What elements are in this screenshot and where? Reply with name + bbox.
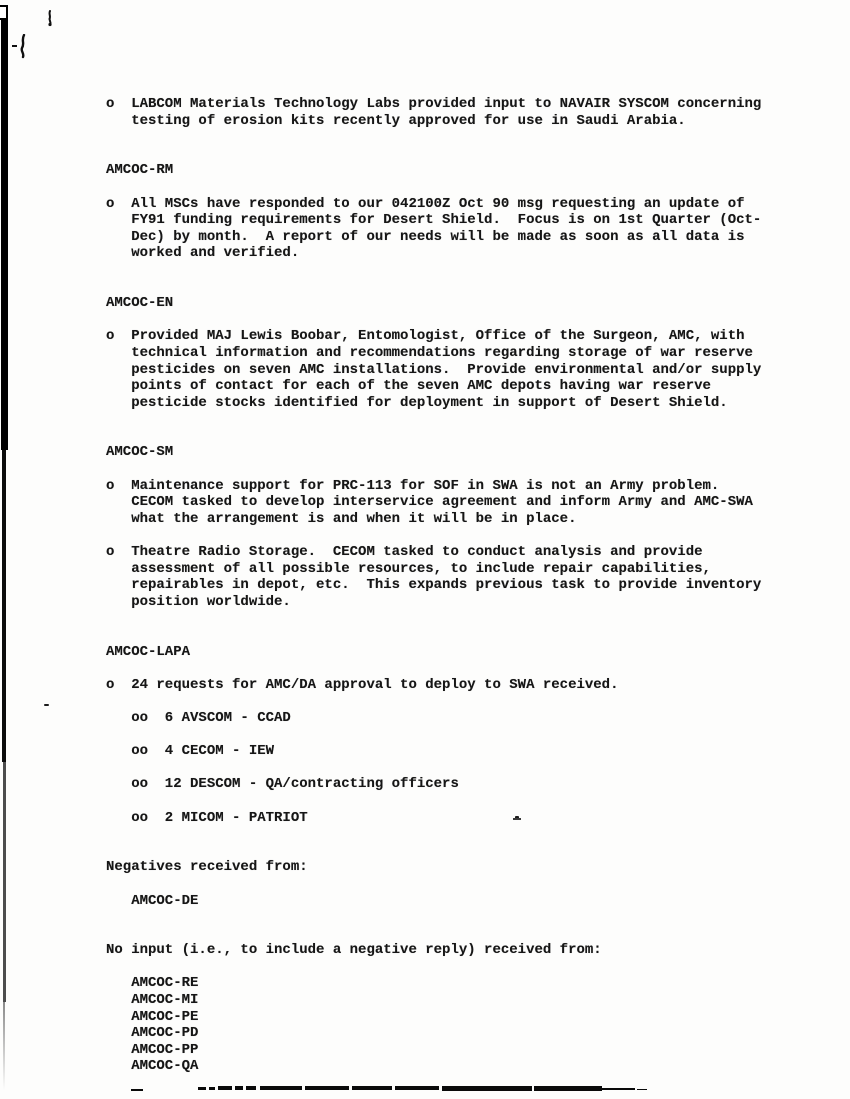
typed-line: o All MSCs have responded to our 042100Z Oct 90 msg requesting an update of <box>106 195 745 212</box>
typed-line: o Provided MAJ Lewis Boobar, Entomologist, Office of the Surgeon, AMC, with <box>106 328 745 345</box>
bottom-scan-line-segment <box>209 1087 215 1090</box>
typed-line: AMCOC-PE <box>106 1008 199 1025</box>
typed-line: Dec) by month. A report of our needs will be made as soon as all data is <box>106 228 745 245</box>
typed-line: assessment of all possible resources, to include repair capabilities, <box>106 560 711 577</box>
blank-line <box>106 959 761 976</box>
blank-line <box>106 262 761 279</box>
bottom-scan-line-segment <box>637 1089 647 1090</box>
typed-line: AMCOC-SM <box>106 444 174 461</box>
typed-line: No input (i.e., to include a negative reply) received from: <box>106 942 602 959</box>
bottom-scan-line-segment <box>352 1086 392 1090</box>
bottom-scan-line-segment <box>131 1089 143 1091</box>
blank-line <box>106 926 761 943</box>
typed-line: what the arrangement is and when it will be in place. <box>106 510 577 527</box>
scan-edge-bar <box>3 1002 5 1090</box>
typed-line: AMCOC-RM <box>106 162 174 179</box>
blank-line <box>106 610 761 627</box>
bottom-scan-line-segment <box>218 1086 232 1090</box>
typed-line: CECOM tasked to develop interservice agreement and inform Army and AMC-SWA <box>106 494 753 511</box>
blank-line <box>106 312 761 329</box>
typed-line: AMCOC-DE <box>106 892 199 909</box>
typed-line: FY91 funding requirements for Desert Shield. Focus is on 1st Quarter (Oct- <box>106 212 762 229</box>
blank-line <box>106 909 761 926</box>
bottom-scan-line-segment <box>395 1086 439 1090</box>
blank-line <box>106 411 761 428</box>
typed-line: Negatives received from: <box>106 859 308 876</box>
blank-line <box>106 660 761 677</box>
typed-line: o LABCOM Materials Technology Labs provided input to NAVAIR SYSCOM concerning <box>106 96 762 112</box>
typed-line: o Theatre Radio Storage. CECOM tasked to conduct analysis and provide <box>106 544 703 561</box>
blank-line <box>106 527 761 544</box>
typed-line: AMCOC-RE <box>106 975 199 992</box>
typed-line: pesticide stocks identified for deployment in support of Desert Shield. <box>106 394 728 411</box>
typed-line: o Maintenance support for PRC-113 for SOF in SWA is not an Army problem. <box>106 477 720 494</box>
bottom-scan-line-segment <box>602 1088 635 1090</box>
blank-line <box>106 461 761 478</box>
bottom-scan-line-segment <box>246 1086 256 1090</box>
blank-line <box>106 876 761 893</box>
bottom-scan-line-segment <box>305 1086 349 1090</box>
typed-line: AMCOC-PD <box>106 1025 199 1042</box>
bottom-scan-line-segment <box>235 1086 243 1090</box>
typed-line: repairables in depot, etc. This expands previous task to provide inventory <box>106 577 762 594</box>
blank-line <box>106 760 761 777</box>
blank-line <box>106 627 761 644</box>
typed-line: AMCOC-EN <box>106 295 174 312</box>
typed-text <box>106 96 761 1075</box>
bottom-scan-line-segment <box>260 1086 302 1090</box>
blank-line <box>106 279 761 296</box>
typed-line: points of contact for each of the seven AMC depots having war reserve <box>106 378 711 395</box>
typed-line: oo 12 DESCOM - QA/contracting officers <box>106 776 459 793</box>
scan-edge-bar <box>3 762 6 1002</box>
blank-line <box>106 843 761 860</box>
typed-line: oo 6 AVSCOM - CCAD <box>106 709 291 726</box>
blank-line <box>106 146 761 163</box>
blank-line <box>106 428 761 445</box>
scan-edge-notch <box>0 5 8 20</box>
blank-line <box>106 727 761 744</box>
blank-line <box>106 826 761 843</box>
typed-line: oo 4 CECOM - IEW <box>106 743 275 760</box>
typed-line: o 24 requests for AMC/DA approval to deploy to SWA received. <box>106 676 619 693</box>
pen-mark <box>45 10 57 28</box>
typed-line: oo 2 MICOM - PATRIOT <box>106 809 308 826</box>
scan-edge-bar <box>2 450 6 762</box>
bottom-scan-line-segment <box>198 1087 206 1090</box>
pen-mark <box>11 34 33 60</box>
blank-line <box>106 693 761 710</box>
typed-line: worked and verified. <box>106 245 300 262</box>
typed-line: pesticides on seven AMC installations. Provide environmental and/or supply <box>106 361 762 378</box>
bottom-scan-line-segment <box>534 1086 602 1091</box>
typed-line: AMCOC-MI <box>106 992 199 1009</box>
blank-line <box>106 129 761 146</box>
typed-line: testing of erosion kits recently approved for use in Saudi Arabia. <box>106 112 686 129</box>
typed-line: technical information and recommendations regarding storage of war reserve <box>106 344 753 361</box>
blank-line <box>106 793 761 810</box>
typed-line: AMCOC-PP <box>106 1041 199 1058</box>
typed-line: AMCOC-QA <box>106 1058 199 1075</box>
ink-speck <box>44 704 49 706</box>
scan-edge-bar <box>1 20 8 450</box>
typed-line: AMCOC-LAPA <box>106 643 191 660</box>
bottom-scan-line-segment <box>442 1086 532 1091</box>
blank-line <box>106 179 761 196</box>
typed-line: position worldwide. <box>106 593 291 610</box>
